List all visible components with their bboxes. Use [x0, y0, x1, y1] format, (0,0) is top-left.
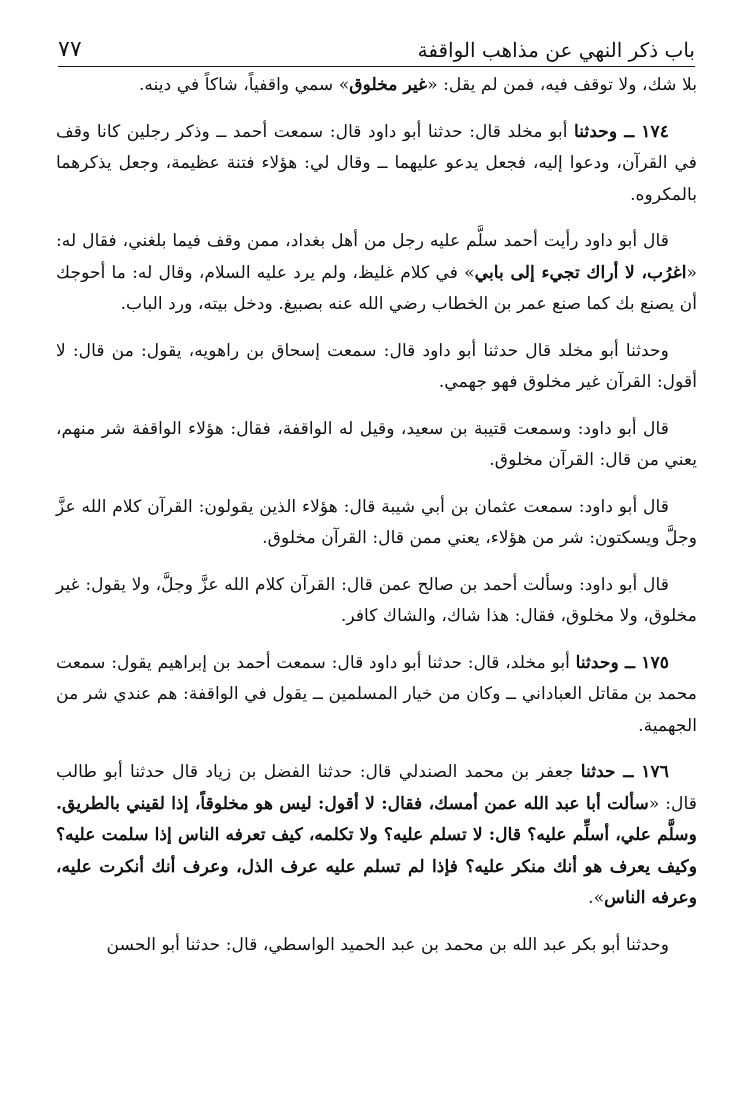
bold-text: سألت أبا عبد الله عمن أمسك، فقال: لا أقول: ليس هو مخلوقاً، إذا لقيني بالطريق. وسلَّم علي، أسلِّم عليه؟ قال: لا تسلم عليه؟ ولا تكلمه، كيف تعرفه الناس إذا سلمت عليه؟ وكيف يعرف هو أنك منكر عليه؟ فإذا لم تسلم عليه عرف الذل، وعرف أنك أنكرت عليه، وعرفه الناس — [56, 793, 697, 908]
bold-text: غير مخلوق — [349, 75, 428, 95]
page-header — [58, 22, 695, 67]
page-number: ٧٧ — [58, 37, 82, 62]
paragraph — [56, 414, 697, 477]
text-run: » سمي واقفياً، شاكاً في دينه. — [138, 75, 350, 95]
text-run: قال أبو داود: وسمعت قتيبة بن سعيد، وقيل له الواقفة، فقال: هؤلاء الواقفة شر منهم، يعني من قال: القرآن مخلوق. — [56, 418, 697, 470]
paragraph — [56, 336, 697, 399]
bold-text: ١٧٦ ــ حدثنا — [580, 762, 669, 782]
paragraph — [56, 117, 697, 212]
paragraph — [56, 648, 697, 743]
paragraph — [56, 492, 697, 555]
paragraph — [56, 70, 697, 102]
paragraph — [56, 757, 697, 915]
paragraph — [56, 570, 697, 633]
paragraph — [56, 930, 697, 962]
bold-text: اغرُب، لا أراك تجيء إلى بابي — [474, 262, 687, 283]
text-run: أبو مخلد قال: حدثنا أبو داود قال: سمعت أحمد ــ وذكر رجلين كانا وقف في القرآن، ودعوا إليه، فجعل يدعو عليهما ــ وقال لي: هؤلاء فتنة عظيمة، وجعل يذكرهما بالمكروه. — [56, 121, 697, 205]
text-run: ». — [588, 888, 605, 908]
text-run: أبو مخلد، قال: حدثنا أبو داود قال: سمعت أحمد بن إبراهيم يقول: سمعت محمد بن مقاتل العباداني ــ وكان من خيار المسلمين ــ يقول في الواقفة: هم عندي شر من الجهمية. — [56, 652, 697, 736]
paragraph — [56, 226, 697, 321]
text-run: » في كلام غليظ، ولم يرد عليه السلام، وقال له: ما أحوجك أن يصنع بك كما صنع عمر بن الخطاب رضي الله عنه بصبيغ. ودخل بيته، ورد الباب. — [56, 262, 697, 314]
page-body — [56, 70, 697, 976]
text-run: قال أبو داود: سمعت عثمان بن أبي شيبة قال: هؤلاء الذين يقولون: القرآن كلام الله عزَّ وجلَّ ويسكتون: شر من هؤلاء، يعني ممن قال: القرآن مخلوق. — [56, 496, 697, 548]
text-run: وحدثنا أبو مخلد قال حدثنا أبو داود قال: سمعت إسحاق بن راهويه، يقول: من قال: لا أقول: القرآن غير مخلوق فهو جهمي. — [56, 340, 697, 392]
bold-text: ١٧٥ ــ وحدثنا — [575, 652, 669, 673]
chapter-title: باب ذكر النهي عن مذاهب الواقفة — [417, 38, 695, 62]
text-run: قال أبو داود: وسألت أحمد بن صالح عمن قال: القرآن كلام الله عزَّ وجلَّ، ولا يقول: غير مخلوق، ولا مخلوق، فقال: هذا شاك، والشاك كافر. — [56, 574, 697, 626]
text-run: قال أبو داود رأيت أحمد سلَّم عليه رجل من أهل بغداد، ممن وقف فيما بلغني، فقال له: « — [56, 231, 697, 283]
bold-text: ١٧٤ ــ وحدثنا — [574, 121, 669, 142]
text-run: وحدثنا أبو بكر عبد الله بن محمد بن عبد الحميد الواسطي، قال: حدثنا أبو الحسن — [106, 934, 669, 955]
text-run: بلا شك، ولا توقف فيه، فمن لم يقل: « — [427, 75, 697, 95]
text-run: جعفر بن محمد الصندلي قال: حدثنا الفضل بن زياد قال حدثنا أبو طالب قال: « — [56, 762, 698, 814]
